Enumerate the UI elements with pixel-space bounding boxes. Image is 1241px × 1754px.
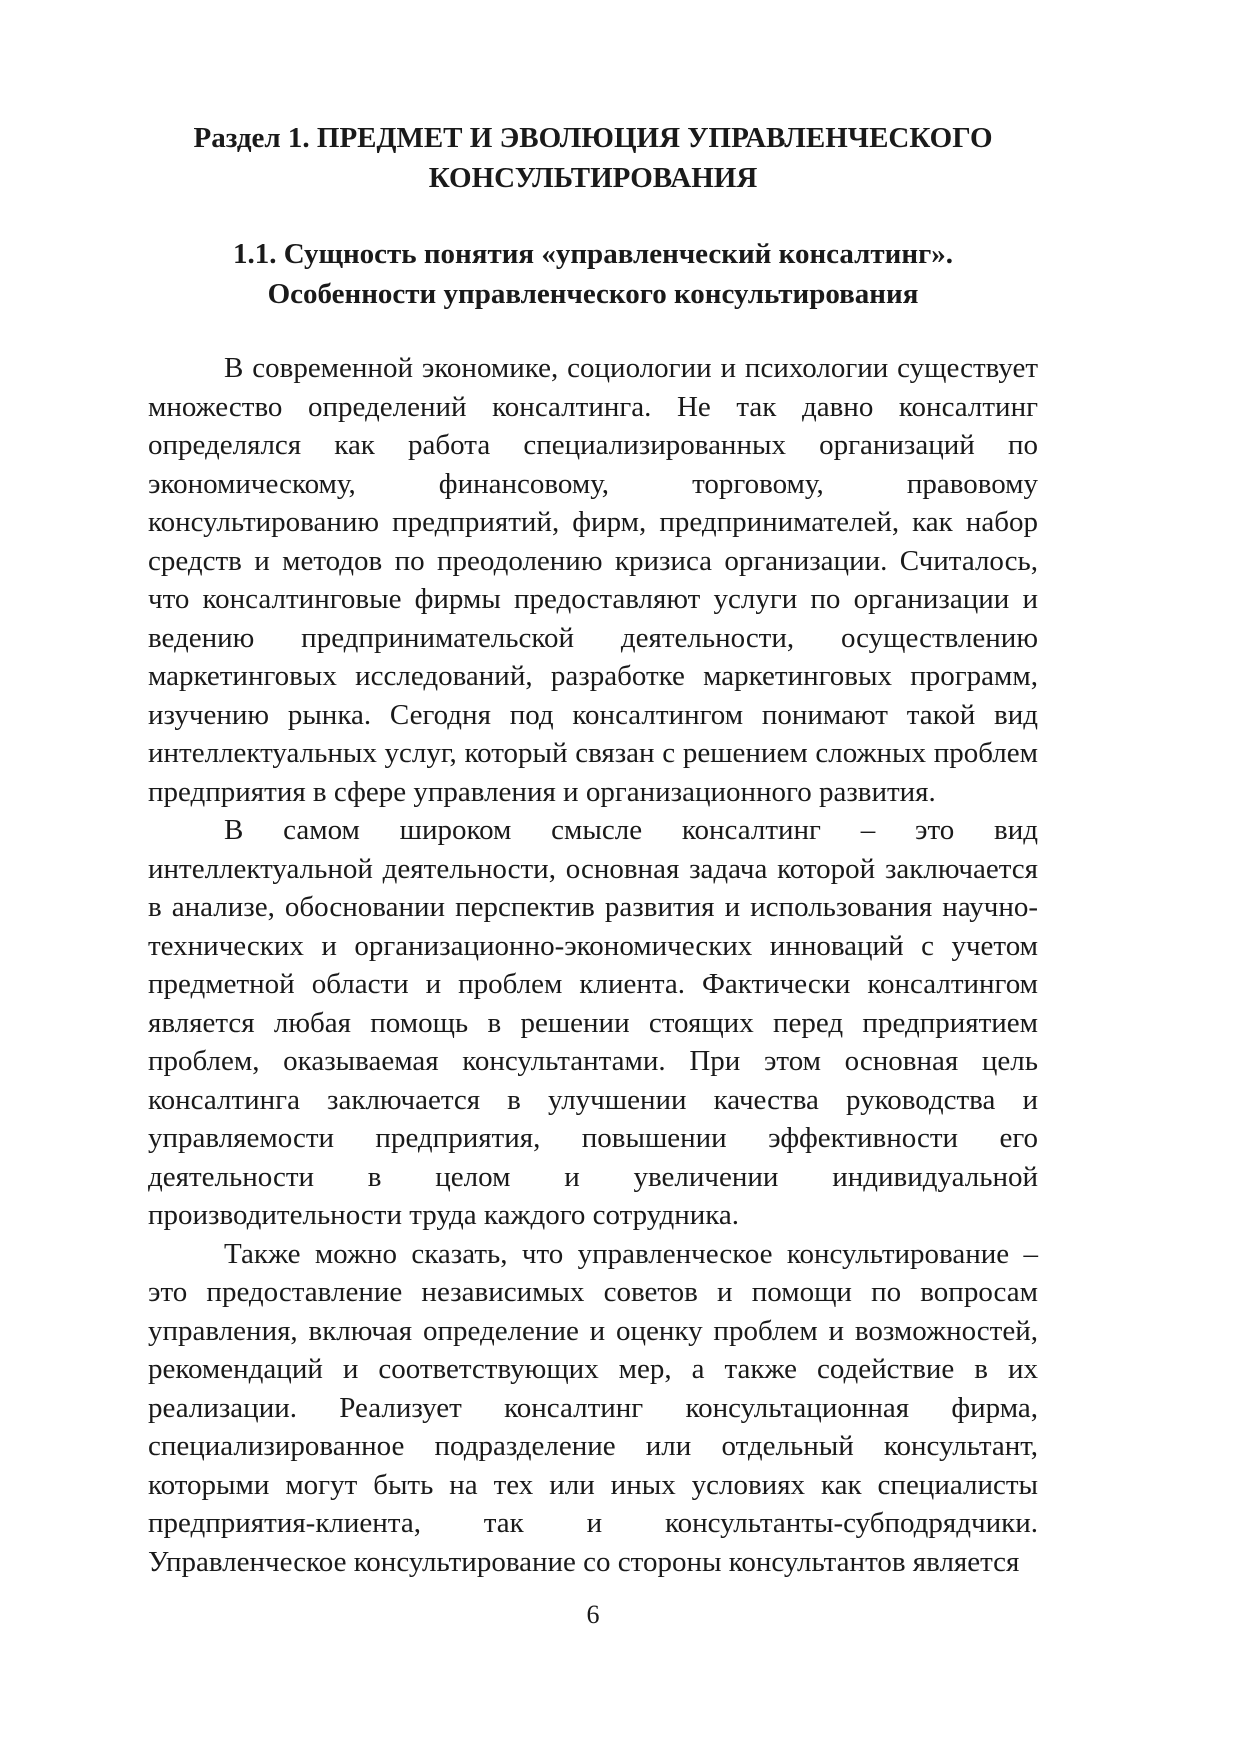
page-number: 6 <box>586 1600 600 1629</box>
paragraph-3: Также можно сказать, что управленческое консультирование – это предоставление независимых советов и помощи по вопросам управления, включая определение и оценку проблем и возможностей, рекомендаций и соответствующих мер, а также содействие в их реализации. Реализует консалтинг консультационная фирма, специализированное подразделение или отдельный консультант, которыми могут быть на тех или иных условиях как специалисты предприятия-клиента, так и консультанты-субподрядчики. Управленческое консультирование со стороны консультантов является <box>148 1237 1038 1578</box>
paragraph-2: В самом широком смысле консалтинг – это вид интеллектуальной деятельности, основная задача которой заключается в анализе, обосновании перспектив развития и использования научно-технических и организационно-экономических инноваций с учетом предметной области и проблем клиента. Фактически консалтингом является любая помощь в решении стоящих перед предприятием проблем, оказываемая консультантами. При этом основная цель консалтинга заключается в улучшении качества руководства и управляемости предприятия, повышении эффективности его деятельности в целом и увеличении индивидуальной производительности труда каждого сотрудника. <box>148 814 1038 1231</box>
body-text <box>148 349 1038 1581</box>
subsection-title <box>148 234 1038 314</box>
paragraph-1: В современной экономике, социологии и психологии существует множество определений консалтинга. Не так давно консалтинг определялся как работа специализированных организаций по экономическому, финансовому, торговому, правовому консультированию предприятий, фирм, предпринимателей, как набор средств и методов по преодолению кризиса организации. Считалось, что консалтинговые фирмы предоставляют услуги по организации и ведению предпринимательской деятельности, осуществлению маркетинговых исследований, разработке маркетинговых программ, изучению рынка. Сегодня под консалтингом понимают такой вид интеллектуальных услуг, который связан с решением сложных проблем предприятия в сфере управления и организационного развития. <box>148 352 1038 808</box>
section-title <box>148 118 1038 198</box>
document-page <box>148 0 1038 1754</box>
section-title-line-1: Раздел 1. ПРЕДМЕТ И ЭВОЛЮЦИЯ УПРАВЛЕНЧЕСКОГО <box>193 122 993 154</box>
subsection-title-line-1: 1.1. Сущность понятия «управленческий консалтинг». <box>232 238 954 270</box>
subsection-title-line-2: Особенности управленческого консультирования <box>267 278 919 310</box>
section-title-line-2: КОНСУЛЬТИРОВАНИЯ <box>428 162 758 194</box>
